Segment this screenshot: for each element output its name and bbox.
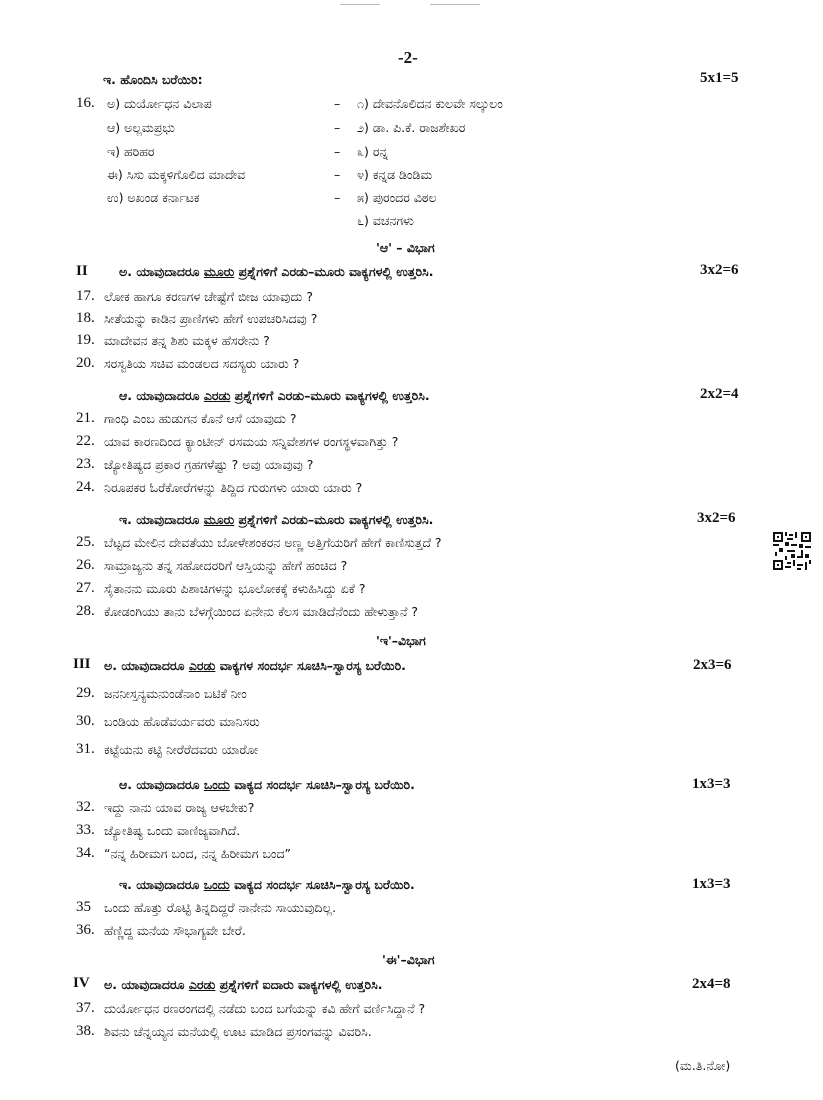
question-number: 33. [76, 822, 95, 838]
question-text: ಜ್ಯೋತಿಷ್ಯದ ಪ್ರಕಾರ ಗ್ರಹಗಳೆಷ್ಟು ? ಅವು ಯಾವುವು ? [104, 457, 314, 472]
question-text: ನಿರೂಪಕರ ಓರೆಕೋರೆಗಳನ್ನು ತಿದ್ದಿದ ಗುರುಗಳು ಯಾರು ಯಾರು ? [104, 480, 363, 495]
question-text: ಲೋಕ ಹಾಗೂ ಕರಣಗಳ ಚೇಷ್ಟೆಗೆ ಬೀಜ ಯಾವುದು ? [104, 289, 313, 304]
section-title: 'ಆ' – ವಿಭಾಗ [376, 240, 435, 255]
match-left-item: ಇ) ಹರಿಹರ [107, 144, 155, 159]
marks: 2x4=8 [692, 976, 731, 992]
instruction: ಇ. ಯಾವುದಾದರೂ ಮೂರು ಪ್ರಶ್ನೆಗಳಿಗೆ ಎರಡು–ಮೂರು ವಾಕ್ಯಗಳಲ್ಲಿ ಉತ್ತರಿಸಿ. [119, 512, 434, 527]
question-text: ಜ್ಯೋತಿಷ್ಯ ಒಂದು ವಾಣಿಜ್ಯವಾಗಿದೆ. [104, 823, 241, 838]
marks: 2x3=6 [693, 657, 732, 673]
match-left-item: ಉ) ಅಖಂಡ ಕರ್ನಾಟಕ [107, 190, 200, 205]
question-number: 20. [76, 355, 95, 371]
question-number: 21. [76, 410, 95, 426]
match-dash: – [334, 96, 341, 111]
match-right-item: ೬) ವಚನಗಳು [357, 213, 414, 228]
question-number: 29. [76, 685, 95, 701]
scan-mark [430, 4, 480, 5]
question-number: 38. [76, 1023, 95, 1039]
question-text: ಇದ್ದು ನಾನು ಯಾವ ರಾಜ್ಯ ಆಳಬೇಕು? [104, 800, 255, 815]
question-number: 34. [76, 845, 95, 861]
instruction: ಇ. ಯಾವುದಾದರೂ ಒಂದು ವಾಕ್ಯದ ಸಂದರ್ಭ ಸೂಚಿಸಿ–ಸ್ವಾರಸ್ಯ ಬರೆಯಿರಿ. [119, 877, 415, 892]
question-text: ದುರ್ಯೋಧನ ರಣರಂಗದಲ್ಲಿ ನಡೆದು ಬಂದ ಬಗೆಯನ್ನು ಕವಿ ಹೇಗೆ ವರ್ಣಿಸಿದ್ದಾನೆ ? [104, 1001, 426, 1016]
marks: 3x2=6 [700, 262, 739, 278]
question-number: 35 [76, 899, 91, 915]
section-roman: IV [73, 975, 90, 991]
marks: 3x2=6 [697, 510, 736, 526]
instruction: ಅ. ಯಾವುದಾದರೂ ಎರಡು ವಾಕ್ಯಗಳ ಸಂದರ್ಭ ಸೂಚಿಸಿ–ಸ್ವಾರಸ್ಯ ಬರೆಯಿರಿ. [104, 658, 406, 673]
question-text: ಶಿವನು ಚೆನ್ನಯ್ಯನ ಮನೆಯಲ್ಲಿ ಊಟ ಮಾಡಿದ ಪ್ರಸಂಗವನ್ನು ವಿವರಿಸಿ. [104, 1024, 372, 1039]
question-text: ಒಂದು ಹೊತ್ತು ರೊಟ್ಟಿ ತಿನ್ನದಿದ್ದರೆ ನಾನೇನು ಸಾಯುವುದಿಲ್ಲ. [104, 900, 337, 915]
scan-mark [340, 4, 380, 5]
question-text: ಸೀತೆಯನ್ನು ಕಾಡಿನ ಪ್ರಾಣಿಗಳು ಹೇಗೆ ಉಪಚರಿಸಿದವು ? [104, 311, 318, 326]
question-number: 23. [76, 456, 95, 472]
match-dash: – [334, 190, 341, 205]
marks: 2x2=4 [700, 386, 739, 402]
question-number: 37. [76, 1000, 95, 1016]
question-number: 25. [76, 534, 95, 550]
footer-pto: (ಮ.ತಿ.ನೋ) [675, 1058, 731, 1073]
match-dash: – [334, 120, 341, 135]
question-number: 24. [76, 479, 95, 495]
marks: 1x3=3 [692, 876, 731, 892]
question-number: 32. [76, 799, 95, 815]
question-text: ಮಾದೇವನ ತನ್ನ ಶಿಶು ಮಕ್ಕಳ ಹೆಸರೇನು ? [104, 333, 270, 348]
question-number: 22. [76, 433, 95, 449]
match-right-item: ೩) ರನ್ನ [357, 144, 389, 159]
question-text: ಸರಸ್ವತಿಯ ಸಚಿವ ಮಂಡಲದ ಸದಸ್ಯರು ಯಾರು ? [104, 356, 300, 371]
question-number: 30. [76, 713, 95, 729]
match-right-item: ೪) ಕನ್ನಡ ಡಿಂಡಿಮ [357, 167, 433, 182]
instruction: ಆ. ಯಾವುದಾದರೂ ಎರಡು ಪ್ರಶ್ನೆಗಳಿಗೆ ಎರಡು–ಮೂರು ವಾಕ್ಯಗಳಲ್ಲಿ ಉತ್ತರಿಸಿ. [119, 388, 430, 403]
question-number: 19. [76, 332, 95, 348]
question-text: ಕೋಡಂಗಿಯು ತಾನು ಬೆಳಗ್ಗೆಯಿಂದ ಏನೇನು ಕೆಲಸ ಮಾಡಿದೆನೆಂದು ಹೇಳುತ್ತಾನೆ ? [104, 604, 419, 619]
question-number: 27. [76, 580, 95, 596]
marks: 1x3=3 [692, 776, 731, 792]
match-left-item: ಈ) ಸಿಸು ಮಕ್ಕಳಿಗೊಲಿದ ಮಾದೇವ [107, 167, 246, 182]
question-number: 16. [76, 95, 95, 111]
question-text: ಹೆಣ್ಣಿದ್ದ ಮನೆಯ ಸೌಭಾಗ್ಯವೇ ಬೇರೆ. [104, 923, 246, 938]
section-roman: III [73, 656, 91, 672]
question-number: 28. [76, 603, 95, 619]
match-right-item: ೧) ದೇವನೊಲಿದನ ಕುಲವೇ ಸಲ್ಕುಲಂ [357, 96, 503, 111]
question-text: ಕಟ್ಟೆಯನು ಕಟ್ಟಿ ನೀರೆರೆದವರು ಯಾರೋ [104, 742, 259, 757]
match-right-item: ೨) ಡಾ. ಪಿ.ಕೆ. ರಾಜಶೇಖರ [357, 120, 466, 135]
match-left-item: ಅ) ದುರ್ಯೋಧನ ವಿಲಾಪ [107, 96, 212, 111]
match-marks: 5x1=5 [700, 70, 739, 86]
question-number: 26. [76, 557, 95, 573]
question-number: 31. [76, 741, 95, 757]
match-dash: – [334, 167, 341, 182]
section-title: 'ಇ'–ವಿಭಾಗ [376, 633, 426, 648]
instruction: ಆ. ಯಾವುದಾದರೂ ಒಂದು ವಾಕ್ಯದ ಸಂದರ್ಭ ಸೂಚಿಸಿ–ಸ್ವಾರಸ್ಯ ಬರೆಯಿರಿ. [119, 777, 415, 792]
section-title: 'ಈ'–ವಿಭಾಗ [382, 952, 435, 967]
question-text: ಸೈತಾನನು ಮೂರು ಪಿಶಾಚಿಗಳನ್ನು ಭೂಲೋಕಕ್ಕೆ ಕಳುಹಿಸಿದ್ದು ಏಕೆ ? [104, 581, 366, 596]
question-text: ಬೆಟ್ಟದ ಮೇಲಿನ ದೇವತೆಯು ಬೋಳೇಶಂಕರನ ಅಣ್ಣ ಅತ್ತಿಗೆಯರಿಗೆ ಹೇಗೆ ಕಾಣಿಸುತ್ತದೆ ? [104, 535, 442, 550]
question-number: 18. [76, 310, 95, 326]
instruction: ಅ. ಯಾವುದಾದರೂ ಮೂರು ಪ್ರಶ್ನೆಗಳಿಗೆ ಎರಡು–ಮೂರು ವಾಕ್ಯಗಳಲ್ಲಿ ಉತ್ತರಿಸಿ. [119, 264, 434, 279]
question-number: 17. [76, 288, 95, 304]
match-dash: – [334, 144, 341, 159]
instruction: ಅ. ಯಾವುದಾದರೂ ಎರಡು ಪ್ರಶ್ನೆಗಳಿಗೆ ಐದಾರು ವಾಕ್ಯಗಳಲ್ಲಿ ಉತ್ತರಿಸಿ. [104, 977, 383, 992]
question-text: ಬಂಡಿಯ ಹೊಡೆವರ್ಯವರು ಮಾನಿಸರು [104, 714, 260, 729]
question-text: ಯಾವ ಕಾರಣದಿಂದ ಕ್ಯಾಂಟೀನ್ ರಸಮಯ ಸನ್ನಿವೇಶಗಳ ರಂಗಸ್ಥಳವಾಗಿತ್ತು ? [104, 434, 399, 449]
match-left-item: ಆ) ಅಲ್ಲಮಪ್ರಭು [107, 120, 175, 135]
question-number: 36. [76, 922, 95, 938]
page-number: -2- [398, 48, 418, 67]
qr-code-icon [773, 532, 811, 570]
section-roman: II [76, 263, 88, 279]
question-text: ಗಾಂಧಿ ಎಂಬ ಹುಡುಗನ ಕೊನೆ ಆಸೆ ಯಾವುದು ? [104, 411, 297, 426]
match-right-item: ೫) ಪುರಂದರ ವಿಠಲ [357, 190, 437, 205]
question-text: ಸಾಮ್ರಾಜ್ಯನು ತನ್ನ ಸಹೋದರರಿಗೆ ಆಸ್ತಿಯನ್ನು ಹೇಗೆ ಹಂಚಿದ ? [104, 558, 348, 573]
match-heading: ಇ. ಹೊಂದಿಸಿ ಬರೆಯಿರಿ: [103, 72, 203, 87]
question-text: “ನನ್ನ ಹಿರೀಮಗ ಬಂದ, ನನ್ನ ಹಿರೀಮಗ ಬಂದ” [104, 846, 291, 861]
question-text: ಜನನೀಸ್ತನ್ಯಮನುಂಡೆನಾಂ ಬಟಿಕೆ ನೀಂ [104, 686, 247, 701]
